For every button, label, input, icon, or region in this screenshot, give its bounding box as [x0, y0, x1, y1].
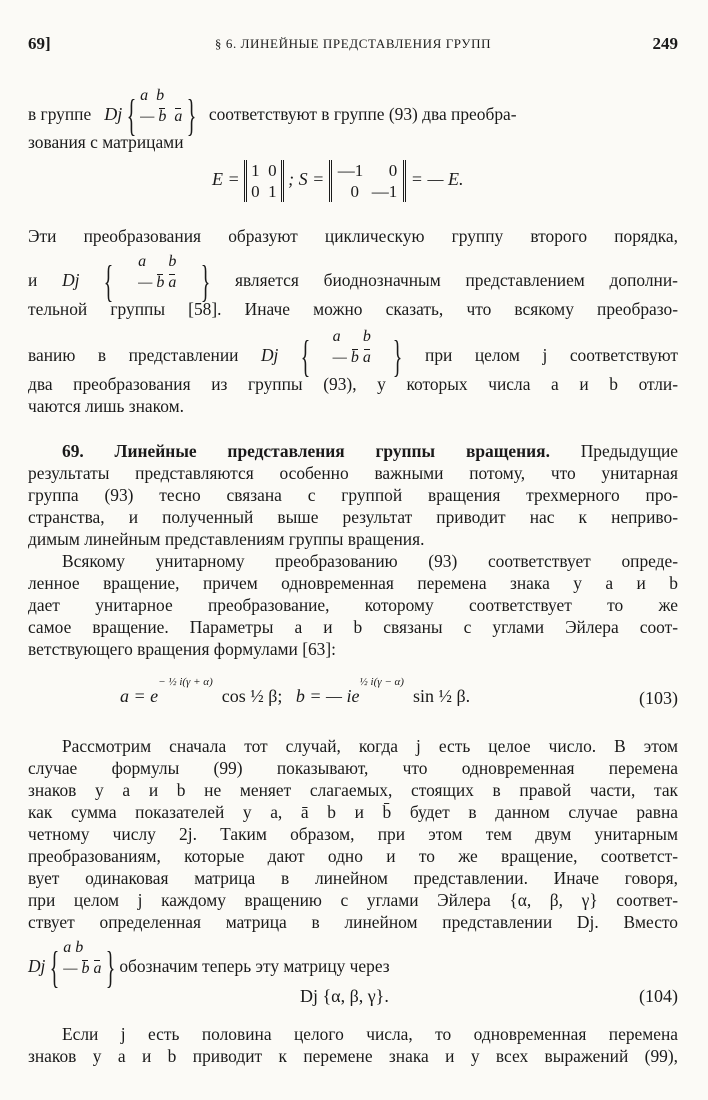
m-entry: a [138, 253, 147, 270]
m-entry: a [332, 328, 341, 345]
book-page [28, 0, 678, 1100]
m-entry: 0 [388, 161, 398, 180]
text-span: Предыдущие [580, 441, 678, 461]
text-line: случае формулы (99) показывают, что одновременная перемена [28, 758, 678, 778]
section-heading: 69. Линейные представления группы вращения. [62, 441, 550, 461]
m-entry: a [168, 274, 177, 291]
text-line: при целом j каждому вращению с углами Эйлера {α, β, γ} соответ- [28, 890, 678, 910]
m-entry: — [138, 274, 153, 291]
text-line [62, 440, 678, 462]
matrix-2x2 [63, 938, 101, 980]
text-span: и [28, 270, 38, 290]
m-entry: 0 [268, 161, 277, 180]
matrix-E [244, 160, 284, 202]
text-line: Всякому унитарному преобразованию (93) соответствует опреде- [62, 551, 678, 571]
eq-exponent: − ½ i(γ + α) [158, 676, 213, 688]
m-entry: — [332, 349, 347, 366]
m-entry: — [63, 960, 78, 977]
matrix-S [329, 160, 407, 202]
m-entry: b [168, 253, 177, 270]
m-entry: a [362, 349, 371, 366]
text-line: ветствующего вращения формулами [63]: [28, 639, 337, 659]
section-ref: 69] [28, 34, 51, 53]
text-line: знаков у a и b приводит к перемене знака и у всех выражений (99), [28, 1046, 678, 1066]
text-span: при целом j соответствуют [425, 345, 678, 365]
eq-part: E = [212, 169, 240, 190]
text-span: в группе [28, 104, 92, 124]
m-entry: b [350, 349, 359, 366]
symbol-Dj: Dj [62, 270, 80, 290]
text-span: ванию в представлении [28, 345, 239, 365]
m-entry: b [158, 108, 167, 125]
text-line: ленное вращение, причем одновременная перемена знака у a и b [28, 573, 678, 593]
text-line: ствует определенная матрица в линейном представлении Dj. Вместо [28, 912, 678, 932]
text-line: зования с матрицами [28, 132, 184, 152]
m-entry: a [174, 108, 183, 125]
right-brace: } [200, 257, 211, 306]
left-brace: { [300, 332, 311, 381]
left-brace: { [126, 91, 136, 140]
text-line: четному числу 2j. Таким образом, при этом тем двум унитарным [28, 824, 678, 844]
equation-number: (103) [639, 688, 678, 708]
text-line: самое вращение. Параметры a и b связаны с углами Эйлера соот- [28, 617, 678, 637]
m-entry: a [140, 87, 149, 104]
eq-exponent: ½ i(γ − α) [359, 676, 404, 688]
text-line: вует одинаковая матрица в линейном представлении. Иначе говоря, [28, 868, 678, 888]
matrix-2x2 [333, 327, 371, 369]
text-line: Если j есть половина целого числа, то одновременная перемена [62, 1024, 678, 1044]
text-span: является биоднозначным представлением дополни- [234, 270, 678, 290]
equation-104: Dj {α, β, γ}. [300, 986, 389, 1006]
left-brace: { [104, 257, 114, 306]
text-line: Рассмотрим сначала тот случай, когда j есть целое число. В этом [62, 736, 678, 756]
text-line: Эти преобразования образуют циклическую группу второго порядка, [28, 226, 678, 246]
m-entry: —1 [371, 182, 398, 201]
running-title: § 6. ЛИНЕЙНЫЕ ПРЕДСТАВЛЕНИЯ ГРУПП [214, 36, 492, 51]
text-line: знаков у a и b не меняет слагаемых, стоящих в правой части, так [28, 780, 678, 800]
text-line: тельной группы [58]. Иначе можно сказать, что всякому преобразо- [28, 299, 678, 319]
eq-part: ; S = [288, 169, 325, 190]
text-line [28, 328, 678, 381]
symbol-Dj: Dj [28, 956, 46, 976]
right-brace: } [105, 943, 116, 992]
text-line: группа (93) тесно связана с группой вращения трехмерного про- [28, 485, 678, 505]
text-line: странства, и полученный выше результат приводит нас к неприво- [28, 507, 678, 527]
m-entry: a [63, 939, 72, 956]
m-entry: — [140, 108, 155, 125]
eq-part: = — E. [410, 169, 464, 190]
text-span: соответствуют в группе (93) два преобра- [208, 104, 517, 124]
running-header [28, 34, 678, 58]
m-entry: b [81, 960, 90, 977]
m-entry: a [93, 960, 102, 977]
m-entry: b [362, 328, 371, 345]
symbol-Dj: Dj [261, 345, 279, 365]
eq-part: sin ½ β. [412, 686, 471, 706]
right-brace: } [186, 91, 196, 140]
text-line: преобразованиям, которые дают одно и то же вращение, соответст- [28, 846, 678, 866]
eq-part: cos ½ β; [221, 686, 283, 706]
text-line: дает унитарное преобразование, которому соответствует то же [28, 595, 678, 615]
equation-E-S [212, 160, 463, 202]
matrix-2x2 [138, 252, 176, 294]
matrix-2x2 [140, 86, 182, 128]
eq-part: b = — ie [295, 686, 360, 706]
text-line: чаются лишь знаком. [28, 396, 184, 416]
text-line [28, 253, 678, 306]
right-brace: } [393, 332, 403, 381]
m-entry: b [75, 939, 84, 956]
text-line [28, 87, 678, 140]
m-entry: b [156, 274, 165, 291]
eq-part: a = e [120, 686, 159, 706]
text-line: как сумма показателей у a, ā b и b̄ будет в данном случае равна [28, 802, 678, 822]
m-entry: 0 [350, 182, 360, 201]
left-brace: { [49, 943, 60, 992]
text-line: результаты представляются особенно важными потому, что унитарная [28, 463, 678, 483]
symbol-Dj: Dj [104, 104, 123, 124]
page-number: 249 [652, 34, 678, 53]
m-entry: 1 [251, 161, 260, 180]
m-entry: —1 [337, 161, 364, 180]
m-entry: b [156, 87, 165, 104]
text-line: димым линейным представлениям группы вращения. [28, 529, 425, 549]
equation-number: (104) [639, 986, 678, 1006]
text-line: два преобразования из группы (93), у которых числа a и b отли- [28, 374, 678, 394]
text-span: обозначим теперь эту матрицу через [119, 956, 390, 976]
m-entry: 0 [251, 182, 260, 201]
text-line [28, 939, 678, 992]
m-entry: 1 [268, 182, 277, 201]
